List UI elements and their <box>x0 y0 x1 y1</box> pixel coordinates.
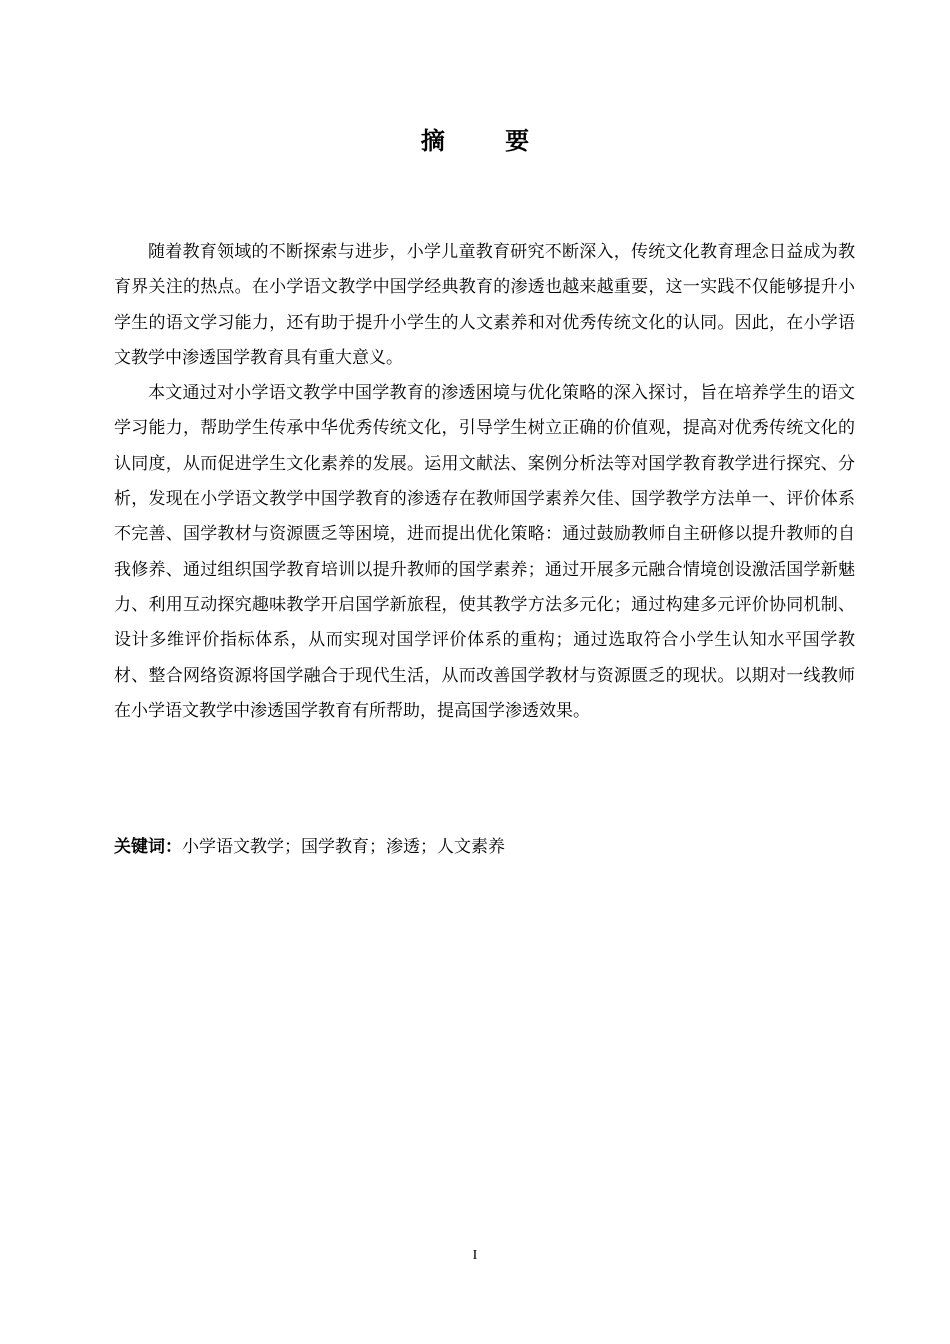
abstract-body <box>114 235 855 729</box>
abstract-title: 摘 要 <box>420 127 556 155</box>
page-number: I <box>472 1248 478 1263</box>
keywords-line <box>114 830 855 865</box>
keywords-label: 关键词： <box>114 837 182 857</box>
abstract-paragraph-2: 本文通过对小学语文教学中国学教育的渗透困境与优化策略的深入探讨，旨在培养学生的语文学习能力，帮助学生传承中华优秀传统文化，引导学生树立正确的价值观，提高对优秀传统文化的认同度，从而促进学生文化素养的发展。运用文献法、案例分析法等对国学教育教学进行探究、分析，发现在小学语文教学中国学教育的渗透存在教师国学素养欠佳、国学教学方法单一、评价体系不完善、国学教材与资源匮乏等困境，进而提出优化策略：通过鼓励教师自主研修以提升教师的自我修养、通过组织国学教育培训以提升教师的国学素养；通过开展多元融合情境创设激活国学新魅力、利用互动探究趣味教学开启国学新旅程，使其教学方法多元化；通过构建多元评价协同机制、设计多维评价指标体系，从而实现对国学评价体系的重构；通过选取符合小学生认知水平国学教材、整合网络资源将国学融合于现代生活，从而改善国学教材与资源匮乏的现状。以期对一线教师在小学语文教学中渗透国学教育有所帮助，提高国学渗透效果。 <box>114 383 855 721</box>
keywords-text: 小学语文教学；国学教育；渗透；人文素养 <box>182 837 505 857</box>
abstract-paragraph-1: 随着教育领域的不断探索与进步，小学儿童教育研究不断深入，传统文化教育理念日益成为教育界关注的热点。在小学语文教学中国学经典教育的渗透也越来越重要，这一实践不仅能够提升小学生的语文学习能力，还有助于提升小学生的人文素养和对优秀传统文化的认同。因此，在小学语文教学中渗透国学教育具有重大意义。 <box>114 242 855 368</box>
